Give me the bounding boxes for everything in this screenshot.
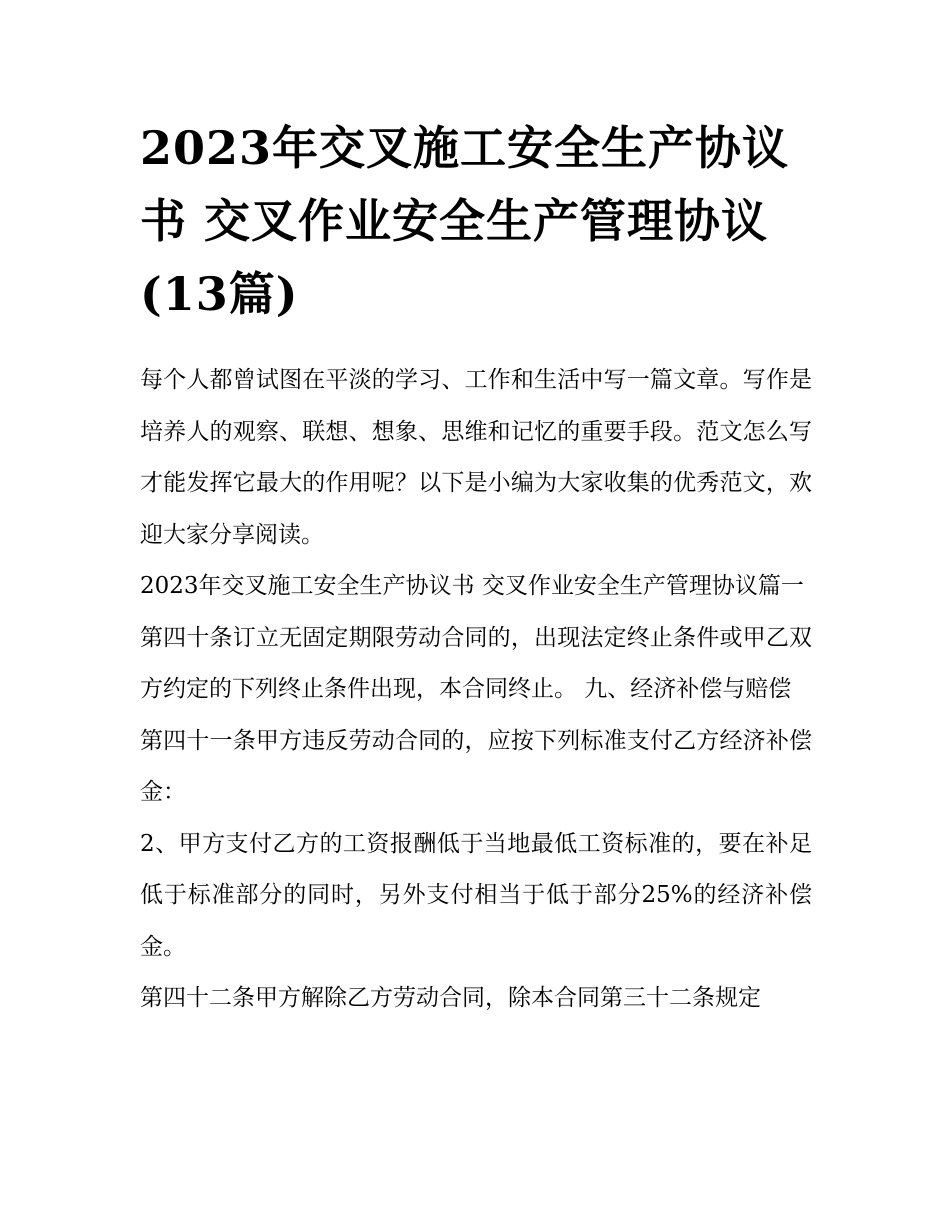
document-body [140,355,812,1025]
paragraph-article-40: 第四十条订立无固定期限劳动合同的，出现法定终止条件或甲乙双方约定的下列终止条件出现，本合同终止。 九、经济补偿与赔偿 [140,624,812,702]
paragraph-item-2: 2、甲方支付乙方的工资报酬低于当地最低工资标准的，要在补足低于标准部分的同时，另外支付相当于低于部分25%的经济补偿金。 [140,830,812,960]
paragraph-article-42: 第四十二条甲方解除乙方劳动合同，除本合同第三十二条规定 [140,985,761,1011]
document-title: 2023年交叉施工安全生产协议书 交叉作业安全生产管理协议(13篇) [140,121,790,321]
paragraph-article-41: 第四十一条甲方违反劳动合同的，应按下列标准支付乙方经济补偿金： [140,727,812,805]
paragraph-section-heading: 2023年交叉施工安全生产协议书 交叉作业安全生产管理协议篇一 [140,573,804,599]
paragraph-intro: 每个人都曾试图在平淡的学习、工作和生活中写一篇文章。写作是培养人的观察、联想、想象、思维和记忆的重要手段。范文怎么写才能发挥它最大的作用呢？以下是小编为大家收集的优秀范文，欢迎大家分享阅读。 [140,367,812,548]
document-content [140,112,812,1025]
